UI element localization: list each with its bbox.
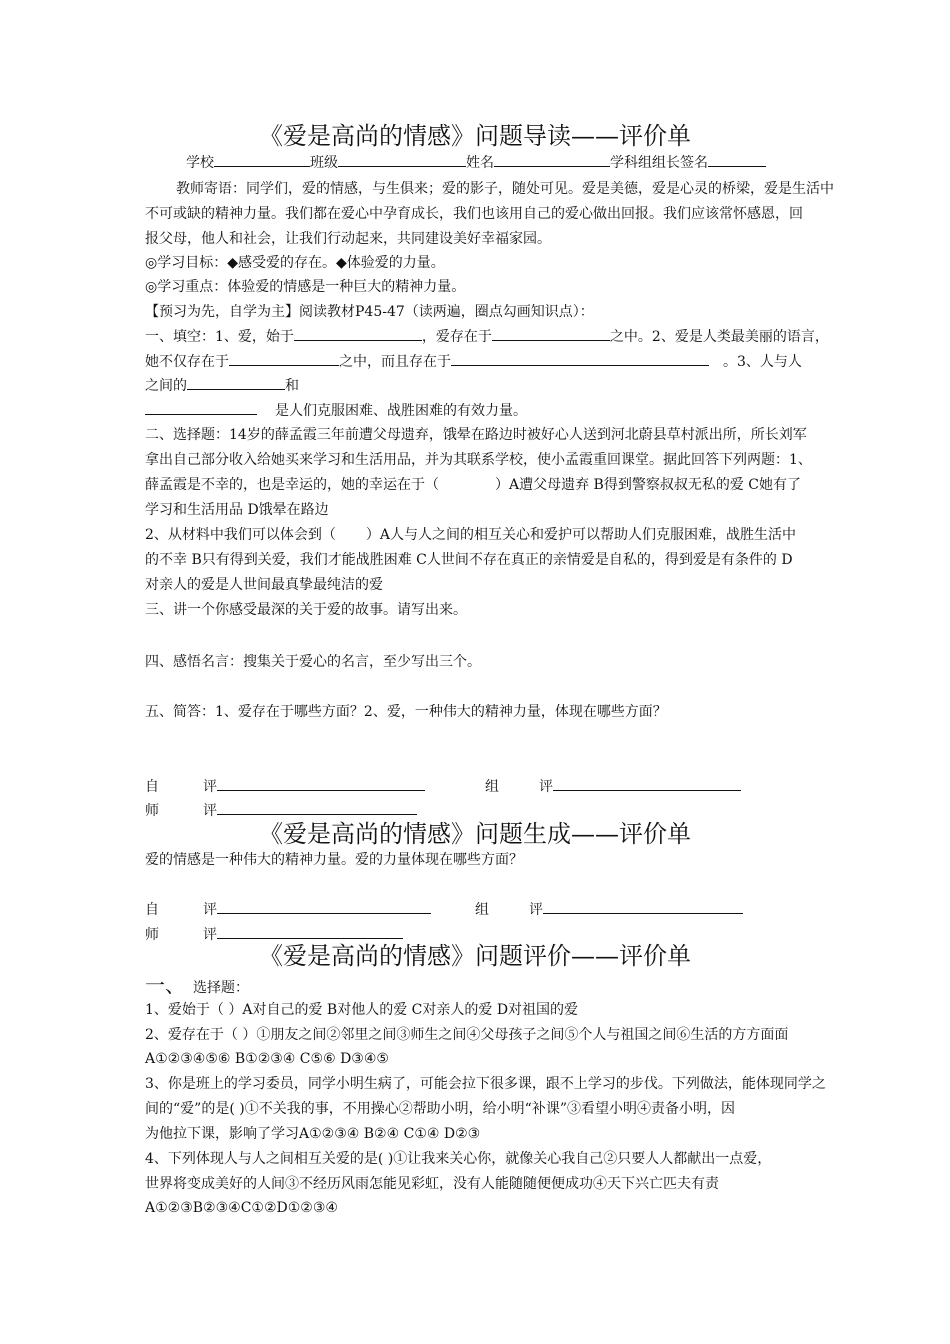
sheet3-title: 《爱是高尚的情感》问题评价——评价单 xyxy=(259,942,691,970)
fill-text: 之中。2、爱是人类最美丽的语言， xyxy=(609,329,829,345)
fill-line-2 xyxy=(145,352,802,372)
fill-text: 和 xyxy=(285,378,299,394)
sheet2-question: 爱的情感是一种伟大的精神力量。爱的力量体现在哪些方面？ xyxy=(145,852,523,868)
teacher-eval-field[interactable] xyxy=(217,801,417,815)
question-line: A①②③B②③④C①②D①②③④ xyxy=(145,1200,338,1216)
short-answer-question: 五、简答：1、爱存在于哪些方面？2、爱，一种伟大的精神力量，体现在哪些方面？ xyxy=(145,704,667,720)
fill-text: 之中，而且存在于 xyxy=(339,354,451,370)
fill-line-4 xyxy=(145,401,527,421)
eval-label: 评 xyxy=(203,779,217,795)
question-line: 世界将变成美好的人间③不经历风雨怎能见彩虹，没有人能随随便便成功④天下兴亡匹夫有责 xyxy=(145,1176,719,1192)
choice-text: ）A遭父母遗弃 B得到警察叔叔无私的爱 C她有了 xyxy=(495,477,802,493)
sheet1-title: 《爱是高尚的情感》问题导读——评价单 xyxy=(259,122,691,150)
question-line: 3、你是班上的学习委员，同学小明生病了，可能会拉下很多课，跟不上学习的步伐。下列做法，能体现同学之 xyxy=(145,1076,826,1092)
intro-line: 不可或缺的精神力量。我们都在爱心中孕育成长，我们也该用自己的爱心做出回报。我们应该常怀感恩，回 xyxy=(145,206,803,222)
question-line: 为他拉下课，影响了学习A①②③④ B②④ C①④ D②③ xyxy=(145,1126,481,1142)
fill-text: 是人们克服困难、战胜困难的有效力量。 xyxy=(275,403,527,419)
story-question: 三、讲一个你感受最深的关于爱的故事。请写出来。 xyxy=(145,602,467,618)
fill-blank[interactable] xyxy=(187,376,285,390)
eval-label: 组 xyxy=(475,902,489,918)
self-eval-field[interactable] xyxy=(217,777,425,791)
name-field[interactable] xyxy=(494,153,610,167)
fill-blank[interactable] xyxy=(145,401,257,415)
eval-label: 评 xyxy=(203,927,217,943)
fill-blank[interactable] xyxy=(492,327,610,341)
fill-blank[interactable] xyxy=(451,352,709,366)
leader-field[interactable] xyxy=(708,153,766,167)
fill-text: 一、填空：1、爱，始于 xyxy=(145,329,294,345)
teacher-eval-field[interactable] xyxy=(217,925,403,939)
class-field[interactable] xyxy=(338,153,466,167)
eval-label: 评 xyxy=(539,779,553,795)
eval-label: 评 xyxy=(529,902,543,918)
question-line: 2、爱存在于（ ）①朋友之间②邻里之间③师生之间④父母孩子之间⑤个人与祖国之间⑥生活的方方面面 xyxy=(145,1027,789,1043)
group-eval-field[interactable] xyxy=(553,777,741,791)
group-eval-field[interactable] xyxy=(543,900,743,914)
fill-blank[interactable] xyxy=(294,327,422,341)
learning-focus: ◎学习重点：体验爱的情感是一种巨大的精神力量。 xyxy=(145,279,466,295)
choice-line xyxy=(145,475,801,495)
school-label: 学校 xyxy=(186,155,214,171)
self-eval-row xyxy=(145,900,743,920)
fill-blank[interactable] xyxy=(229,352,339,366)
eval-label: 评 xyxy=(203,902,217,918)
choice-text: ）A人与人之间的相互关心和爱护可以帮助人们克服困难，战胜生活中 xyxy=(365,527,797,543)
preview-instruction: 【预习为先，自学为主】阅读教材P45-47（读两遍，圈点勾画知识点）： xyxy=(145,304,594,320)
section-label: 选择题： xyxy=(193,980,249,996)
question-line: A①②③④⑤⑥ B①②③④ C⑤⑥ D③④⑤ xyxy=(145,1051,389,1067)
eval-label: 自 xyxy=(145,779,159,795)
eval-label: 师 xyxy=(145,803,159,819)
fill-text: 之间的 xyxy=(145,378,187,394)
choice-line xyxy=(145,525,796,545)
eval-label: 自 xyxy=(145,902,159,918)
eval-label: 组 xyxy=(485,779,499,795)
name-label: 姓名 xyxy=(466,155,494,171)
self-eval-field[interactable] xyxy=(217,900,431,914)
intro-line: 教师寄语：同学们，爱的情感，与生俱来；爱的影子，随处可见。爱是美德，爱是心灵的桥梁，爱是生活中 xyxy=(176,181,834,197)
fill-line-3 xyxy=(145,376,299,396)
header-row xyxy=(186,153,766,173)
question-line: 间的“爱”的是( )①不关我的事，不用操心②帮助小明，给小明“补课”③看望小明④责备小明，因 xyxy=(145,1101,736,1117)
choice-line: 学习和生活用品 D饿晕在路边 xyxy=(145,502,329,518)
choice-line: 拿出自己部分收入给她买来学习和生活用品，并为其联系学校，使小孟霞重回课堂。据此回答下列两题：1、 xyxy=(145,452,812,468)
fill-line-1 xyxy=(145,327,829,347)
teacher-eval-row xyxy=(145,801,417,821)
fill-text: ，爱存在于 xyxy=(421,329,492,345)
eval-label: 师 xyxy=(145,927,159,943)
fill-text: 。3、人与人 xyxy=(723,354,802,370)
class-label: 班级 xyxy=(310,155,338,171)
sheet2-title: 《爱是高尚的情感》问题生成——评价单 xyxy=(259,820,691,848)
choice-text: 2、从材料中我们可以体会到（ xyxy=(145,527,336,543)
learning-goal: ◎学习目标：◆感受爱的存在。◆体验爱的力量。 xyxy=(145,255,445,271)
quote-question: 四、感悟名言：搜集关于爱心的名言，至少写出三个。 xyxy=(145,654,481,670)
intro-line: 报父母，他人和社会，让我们行动起来，共同建设美好幸福家园。 xyxy=(145,231,551,247)
eval-label: 评 xyxy=(203,803,217,819)
choice-text: 薛孟霞是不幸的，也是幸运的，她的幸运在于（ xyxy=(145,477,439,493)
choice-line: 的不幸 B只有得到关爱，我们才能战胜困难 C人世间不存在真正的亲情爱是自私的，得到爱是有条件的 D xyxy=(145,552,793,568)
question-line: 1、爱始于（ ）A对自己的爱 B对他人的爱 C对亲人的爱 D对祖国的爱 xyxy=(145,1002,579,1018)
section-heading xyxy=(145,975,249,998)
school-field[interactable] xyxy=(214,153,310,167)
question-line: 4、下列体现人与人之间相互关爱的是( )①让我来关心你，就像关心我自己②只要人人都献出一点爱， xyxy=(145,1151,772,1167)
leader-label: 学科组组长签名 xyxy=(610,155,708,171)
fill-text: 她不仅存在于 xyxy=(145,354,229,370)
choice-line: 对亲人的爱是人世间最真挚最纯洁的爱 xyxy=(145,577,383,593)
self-eval-row xyxy=(145,777,741,797)
section-number: 一、 xyxy=(145,973,185,997)
choice-line: 二、选择题：14岁的薛孟霞三年前遭父母遗弃，饿晕在路边时被好心人送到河北蔚县草村派出所，所长刘军 xyxy=(145,427,807,443)
